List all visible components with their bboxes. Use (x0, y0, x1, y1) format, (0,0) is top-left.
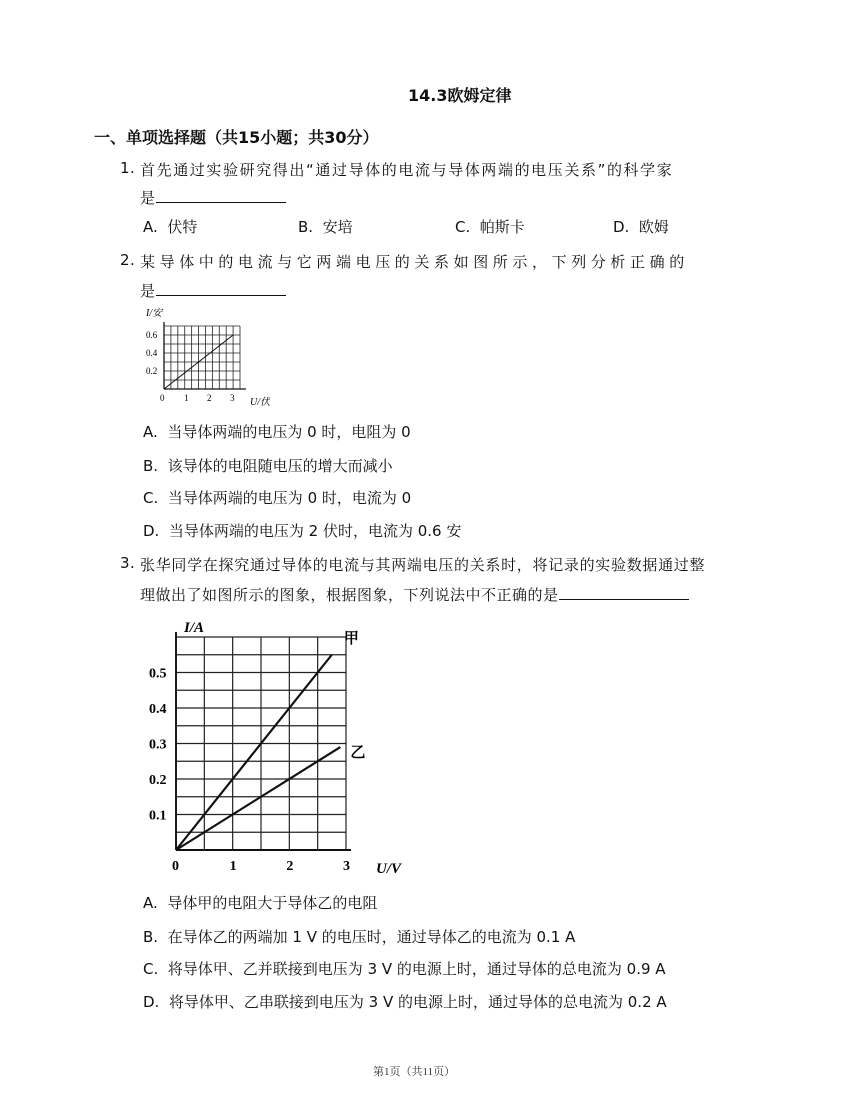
question-1-line2 (140, 186, 286, 208)
chart-q3-y-tick-label: 0.2 (149, 772, 167, 788)
chart-q3 (140, 613, 410, 883)
q2-option-d[interactable] (143, 520, 461, 541)
q1-option-c[interactable] (455, 216, 525, 237)
chart-q2-x-tick-label: 3 (230, 393, 235, 403)
q2-option-b-letter: B. (143, 457, 159, 475)
q3-option-a-text: 导体甲的电阻大于导体乙的电阻 (167, 894, 378, 912)
chart-q3-x-tick-label: 3 (343, 859, 350, 874)
q2-option-c-text: 当导体两端的电压为 0 时，电流为 0 (167, 489, 412, 507)
q3-option-b[interactable] (143, 926, 575, 947)
q3-option-b-letter: B. (143, 928, 159, 946)
q2-option-a-letter: A. (143, 423, 158, 441)
q3-option-c[interactable] (143, 958, 666, 979)
q2-option-a-text: 当导体两端的电压为 0 时，电阻为 0 (167, 423, 411, 441)
question-2-line1: 某导体中的电流与它两端电压的关系如图所示，下列分析正确的 (140, 253, 689, 271)
chart-q3-xlabel: U/V (376, 861, 402, 877)
question-1-line1: 首先通过实验研究得出“通过导体的电流与导体两端的电压关系”的科学家 (140, 161, 674, 179)
q3-option-d-text: 将导体甲、乙串联接到电压为 3 V 的电源上时，通过导体的总电流为 0.2 A (168, 993, 667, 1011)
answer-blank-3[interactable] (559, 583, 689, 600)
chart-q2-ylabel: I/安 (146, 308, 163, 319)
question-2-number: 2. (120, 251, 136, 269)
question-3-line2-text: 理做出了如图所示的图象，根据图象，下列说法中不正确的是 (140, 586, 559, 604)
q3-option-c-text: 将导体甲、乙并联接到电压为 3 V 的电源上时，通过导体的总电流为 0.9 A (167, 960, 666, 978)
q3-option-c-letter: C. (143, 960, 159, 978)
q2-option-d-letter: D. (143, 522, 160, 540)
chart-q3-x-tick-label: 0 (172, 859, 179, 874)
q1-option-a-letter: A. (143, 218, 158, 236)
question-3-line2 (140, 583, 689, 605)
chart-q3-x-tick-label: 1 (229, 859, 237, 874)
chart-q3-series-line (176, 747, 340, 850)
page-title: 14.3欧姆定律 (408, 86, 512, 105)
question-3-number: 3. (120, 554, 136, 572)
q2-option-d-text: 当导体两端的电压为 2 伏时，电流为 0.6 安 (168, 522, 462, 540)
q1-option-b[interactable] (298, 216, 353, 237)
question-3-line1: 张华同学在探究通过导体的电流与其两端电压的关系时，将记录的实验数据通过整 (140, 556, 706, 574)
q1-option-a-text: 伏特 (167, 218, 198, 236)
answer-blank-1[interactable] (156, 186, 286, 203)
q2-option-b[interactable] (143, 455, 393, 476)
chart-q2-y-tick-label: 0.2 (146, 366, 158, 377)
q3-option-a[interactable] (143, 892, 377, 913)
chart-q2-x-tick-label: 0 (160, 393, 165, 403)
q1-option-d-text: 欧姆 (638, 218, 669, 236)
chart-q3-series-line (176, 655, 332, 850)
page-footer: 第1页（共11页） (373, 1066, 456, 1078)
chart-q3-series-label: 乙 (350, 745, 366, 762)
question-2-line2 (140, 279, 286, 301)
q1-option-b-letter: B. (298, 218, 314, 236)
question-1-line2-text: 是 (140, 189, 156, 207)
q2-option-a[interactable] (143, 421, 411, 442)
q1-option-d-letter: D. (613, 218, 630, 236)
q1-option-b-text: 安培 (322, 218, 353, 236)
chart-q3-y-tick-label: 0.3 (149, 737, 167, 753)
q2-option-b-text: 该导体的电阻随电压的增大而减小 (167, 457, 393, 475)
answer-blank-2[interactable] (156, 279, 286, 296)
chart-q2-xlabel: U/伏 (250, 397, 270, 408)
q1-option-d[interactable] (613, 216, 669, 237)
chart-q2-y-tick-label: 0.6 (146, 330, 158, 341)
q2-option-c[interactable] (143, 487, 411, 508)
question-2-line2-text: 是 (140, 282, 156, 300)
chart-q2-y-tick-label: 0.4 (146, 348, 158, 359)
chart-q3-y-tick-label: 0.4 (149, 701, 167, 717)
chart-q2 (142, 305, 270, 410)
q3-option-a-letter: A. (143, 894, 158, 912)
chart-q3-ylabel: I/A (184, 620, 205, 636)
q1-option-c-text: 帕斯卡 (479, 218, 525, 236)
q1-option-c-letter: C. (455, 218, 471, 236)
chart-q3-y-tick-label: 0.5 (149, 666, 167, 682)
chart-q3-series-label: 甲 (343, 630, 359, 647)
question-1-number: 1. (120, 159, 136, 177)
chart-q3-y-tick-label: 0.1 (149, 808, 167, 824)
q1-option-a[interactable] (143, 216, 197, 237)
chart-q3-x-tick-label: 2 (286, 859, 294, 874)
chart-q2-x-tick-label: 1 (184, 393, 189, 403)
q3-option-d-letter: D. (143, 993, 160, 1011)
section-heading: 一、单项选择题（共15小题；共30分） (94, 128, 379, 147)
q3-option-d[interactable] (143, 991, 667, 1012)
q2-option-c-letter: C. (143, 489, 159, 507)
q3-option-b-text: 在导体乙的两端加 1 V 的电压时，通过导体乙的电流为 0.1 A (167, 928, 576, 946)
chart-q2-x-tick-label: 2 (207, 393, 212, 403)
